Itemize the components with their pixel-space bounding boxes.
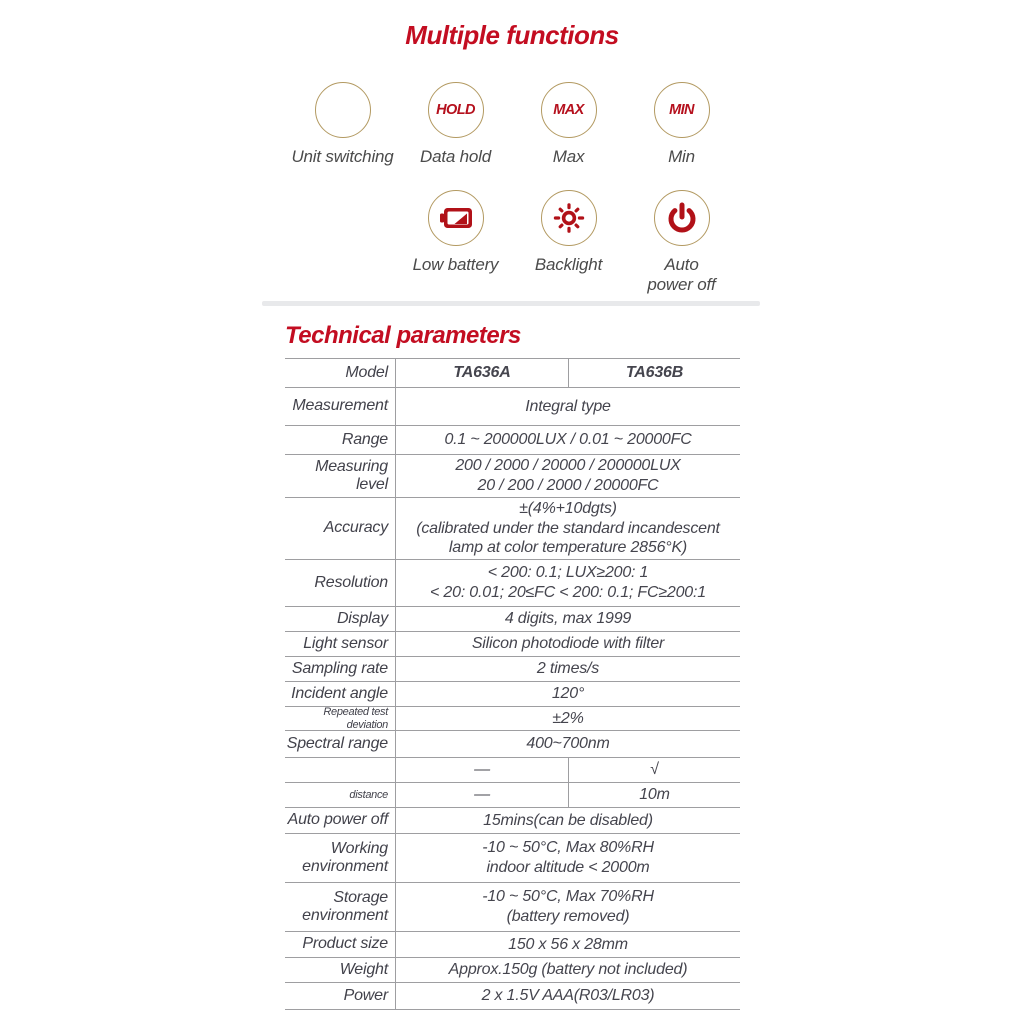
- row-label: [285, 682, 396, 706]
- function-label: Min: [668, 147, 695, 166]
- row-value-line: ±2%: [552, 709, 584, 727]
- table-row: [285, 783, 740, 808]
- table-row: [285, 632, 740, 657]
- row-label: [285, 657, 396, 681]
- max-badge-text: MAX: [553, 102, 584, 118]
- functions-row-1: [286, 82, 738, 167]
- row-label-line: Accuracy: [323, 519, 388, 537]
- technical-parameters-section: [285, 323, 740, 1010]
- row-value-line: 20 / 200 / 2000 / 20000FC: [477, 477, 659, 494]
- min-badge-text: MIN: [669, 102, 694, 118]
- row-label-line: Incident angle: [291, 684, 388, 702]
- function-label: [647, 255, 715, 295]
- row-label: [285, 359, 396, 387]
- tech-table: [285, 358, 740, 1010]
- row-label-line: Model: [345, 363, 388, 381]
- row-label: [285, 455, 396, 497]
- table-row: [285, 657, 740, 682]
- row-label-line: Light sensor: [303, 634, 388, 652]
- row-value-line: indoor altitude < 2000m: [486, 859, 650, 876]
- row-value-line: Integral type: [525, 397, 611, 415]
- row-label: [285, 607, 396, 631]
- row-value: [396, 388, 740, 425]
- function-backlight: [512, 190, 625, 295]
- table-row: [285, 808, 740, 834]
- row-label-line: distance: [349, 788, 388, 801]
- row-label-line: Repeated test deviation: [323, 705, 388, 731]
- row-value: [396, 707, 740, 730]
- backlight-icon: [541, 190, 597, 246]
- min-icon: [654, 82, 710, 138]
- row-label: [285, 388, 396, 425]
- cell-model-a: TA636A: [453, 364, 511, 381]
- row-label-line: Resolution: [314, 573, 388, 591]
- table-row: [285, 883, 740, 932]
- row-value-line: < 200: 0.1; LUX≥200: 1: [487, 564, 649, 582]
- function-max: [512, 82, 625, 167]
- functions-row-2: [286, 190, 738, 295]
- table-row: [285, 834, 740, 883]
- row-value-line: 0.1 ~ 200000LUX / 0.01 ~ 20000FC: [444, 431, 692, 449]
- row-value: [396, 958, 740, 982]
- table-row: [285, 758, 740, 783]
- table-row: [285, 388, 740, 426]
- row-value: [396, 983, 740, 1009]
- row-value: [396, 498, 740, 559]
- functions-title: Multiple functions: [405, 20, 619, 50]
- row-label: [285, 560, 396, 606]
- row-split-values: [396, 758, 740, 782]
- table-row: [285, 607, 740, 632]
- function-label: Data hold: [420, 147, 491, 166]
- row-value-line: < 20: 0.01; 20≤FC < 200: 0.1; FC≥200:1: [430, 584, 706, 601]
- row-label-line: Power: [343, 986, 388, 1004]
- row-label: [285, 834, 396, 882]
- row-label: [285, 426, 396, 454]
- table-row: [285, 932, 740, 958]
- row-value-line: 2 x 1.5V AAA(R03/LR03): [481, 987, 655, 1005]
- row-label: [285, 498, 396, 559]
- row-label-line: environment: [302, 907, 388, 924]
- hold-badge-text: HOLD: [436, 102, 475, 118]
- row-value-line: 200 / 2000 / 20000 / 200000LUX: [455, 457, 681, 475]
- cell-model-a: —: [474, 786, 490, 803]
- row-label: [285, 808, 396, 833]
- row-value-line: 4 digits, max 1999: [504, 610, 632, 628]
- row-label-line: Measuring: [315, 457, 388, 475]
- row-value-line: 15mins(can be disabled): [483, 811, 653, 829]
- row-label-line: environment: [302, 858, 388, 875]
- row-label-line: Range: [341, 430, 388, 448]
- row-label: [285, 932, 396, 957]
- row-label-line: level: [356, 476, 388, 493]
- row-value-line: 400~700nm: [526, 735, 610, 753]
- unit-switching-icon: [315, 82, 371, 138]
- row-label-line: Storage: [333, 888, 388, 906]
- table-row: [285, 560, 740, 607]
- function-data-hold: [399, 82, 512, 167]
- row-label: [285, 958, 396, 982]
- functions-row-2-spacer: [286, 190, 399, 295]
- row-label-line: Spectral range: [286, 734, 388, 752]
- function-label-line: power off: [647, 275, 716, 294]
- row-value: [396, 731, 740, 757]
- row-label-line: Weight: [339, 960, 388, 978]
- row-label: [285, 883, 396, 931]
- row-split-values: [396, 783, 740, 807]
- row-label: [285, 758, 396, 782]
- row-value-line: -10 ~ 50°C, Max 70%RH: [482, 888, 654, 906]
- table-row: [285, 983, 740, 1010]
- row-value-line: 150 x 56 x 28mm: [508, 935, 628, 953]
- row-value: [396, 455, 740, 497]
- row-label: [285, 632, 396, 656]
- row-split-values: [396, 359, 740, 387]
- function-unit-switching: [286, 82, 399, 167]
- table-row: [285, 455, 740, 498]
- table-row: [285, 498, 740, 560]
- cell-model-a: —: [474, 761, 490, 778]
- low-battery-icon: [428, 190, 484, 246]
- row-value-line: 2 times/s: [536, 660, 600, 678]
- max-icon: [541, 82, 597, 138]
- function-auto-power-off: [625, 190, 738, 295]
- technical-parameters-title: Technical parameters: [285, 322, 521, 349]
- function-label: Unit switching: [291, 147, 394, 166]
- section-divider: [262, 301, 760, 306]
- row-label: [285, 783, 396, 807]
- row-value-line: (calibrated under the standard incandescent: [416, 519, 720, 537]
- row-value: [396, 808, 740, 833]
- power-icon: [654, 190, 710, 246]
- row-label-line: Display: [336, 609, 388, 627]
- row-label: [285, 707, 396, 730]
- table-row: [285, 426, 740, 455]
- function-label: Max: [552, 147, 585, 166]
- cell-model-b: 10m: [568, 783, 740, 807]
- row-label: [285, 983, 396, 1009]
- row-value: [396, 657, 740, 681]
- functions-icon-grid: [286, 82, 738, 295]
- function-label: Low battery: [412, 255, 499, 274]
- row-value-line: ±(4%+10dgts): [519, 500, 617, 518]
- row-value: [396, 426, 740, 454]
- row-label-line: Sampling rate: [291, 659, 388, 677]
- row-value: [396, 632, 740, 656]
- function-min: [625, 82, 738, 167]
- function-label-line: Auto: [664, 255, 699, 274]
- hold-icon: [428, 82, 484, 138]
- row-value-line: -10 ~ 50°C, Max 80%RH: [482, 839, 654, 857]
- row-label-line: Working: [330, 839, 388, 857]
- table-row: [285, 359, 740, 388]
- table-row: [285, 707, 740, 731]
- row-value-line: (battery removed): [506, 908, 630, 925]
- row-value: [396, 932, 740, 957]
- row-label-line: Measurement: [292, 397, 388, 415]
- row-value-line: Silicon photodiode with filter: [471, 635, 665, 653]
- cell-model-b: √: [568, 758, 740, 782]
- row-label-line: Auto power off: [287, 811, 388, 829]
- row-value-line: lamp at color temperature 2856°K): [448, 539, 688, 557]
- function-label: Backlight: [534, 255, 603, 274]
- table-row: [285, 958, 740, 983]
- row-label: [285, 731, 396, 757]
- function-low-battery: [399, 190, 512, 295]
- row-value: [396, 682, 740, 706]
- row-value-line: 120°: [551, 685, 585, 703]
- row-value: [396, 834, 740, 882]
- row-value-line: Approx.150g (battery not included): [448, 961, 688, 979]
- cell-model-b: TA636B: [568, 359, 740, 387]
- row-value: [396, 883, 740, 931]
- row-value: [396, 607, 740, 631]
- table-row: [285, 731, 740, 758]
- table-row: [285, 682, 740, 707]
- row-value: [396, 560, 740, 606]
- row-label-line: Product size: [302, 935, 388, 953]
